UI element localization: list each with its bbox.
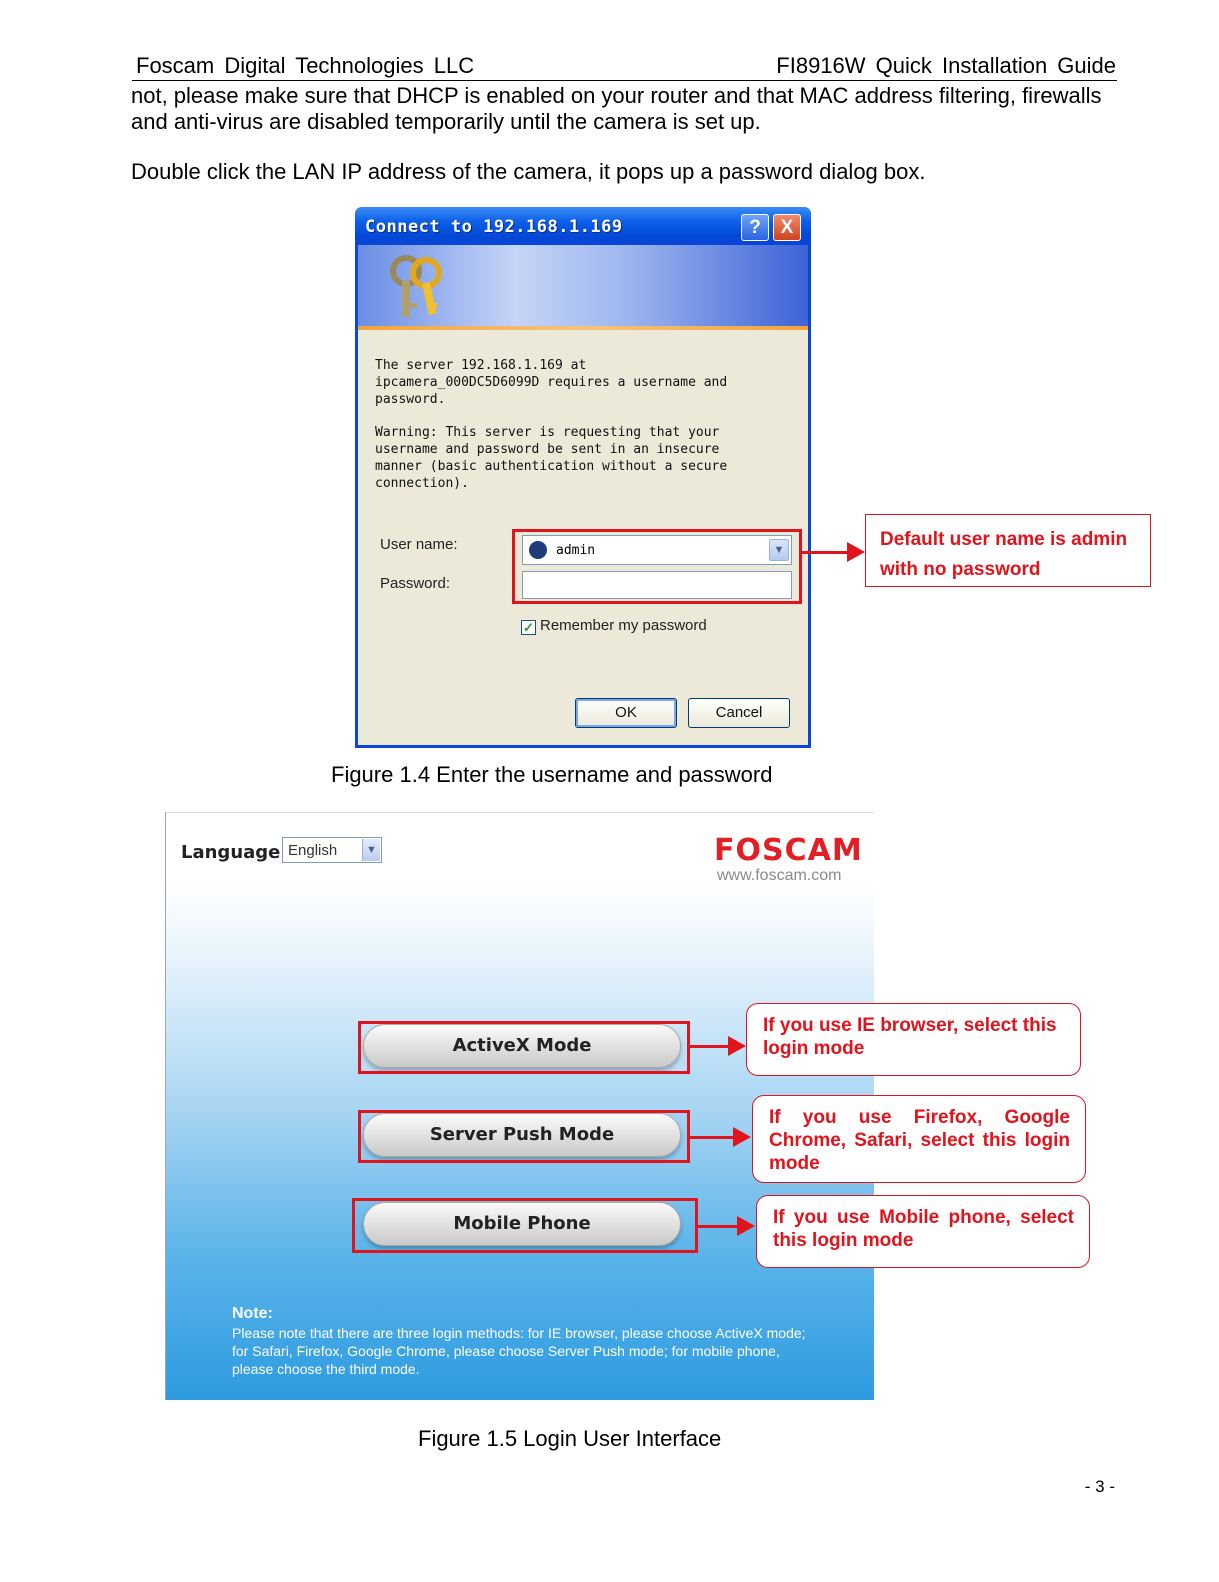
activex-highlight bbox=[358, 1021, 690, 1074]
arrow-head-icon bbox=[733, 1127, 751, 1147]
mobile-phone-button[interactable]: Mobile Phone bbox=[363, 1202, 681, 1246]
chevron-down-icon[interactable]: ▼ bbox=[362, 839, 380, 861]
password-dialog bbox=[355, 207, 811, 748]
default-credentials-callout bbox=[865, 514, 1151, 587]
password-label: Password: bbox=[380, 575, 451, 592]
username-label: User name: bbox=[380, 536, 458, 553]
checkmark-icon: ✓ bbox=[521, 620, 536, 635]
arrow-head-icon bbox=[847, 542, 865, 562]
arrow-line bbox=[690, 1136, 735, 1139]
foscam-logo: FOSCAM bbox=[714, 833, 863, 868]
activex-mode-button[interactable]: ActiveX Mode bbox=[363, 1024, 681, 1068]
callout-line-2: with no password bbox=[880, 559, 1041, 580]
dialog-title: Connect to 192.168.1.169 bbox=[365, 217, 623, 237]
mobile-callout: If you use Mobile phone, select this login mode bbox=[756, 1195, 1090, 1268]
intro-paragraph bbox=[131, 83, 1131, 135]
cancel-button[interactable]: Cancel bbox=[688, 698, 790, 728]
ok-button[interactable]: OK bbox=[575, 698, 677, 728]
note-text: Please note that there are three login methods: for IE browser, please choose ActiveX mode; for Safari, Firefox, Google Chrome, please choose Server Push mode; for mobile phone, please choose the third mode. bbox=[232, 1325, 806, 1377]
dialog-title-bar bbox=[355, 207, 811, 245]
intro-line-1: not, please make sure that DHCP is enabled on your router and that MAC address filtering, firewalls bbox=[131, 83, 1102, 108]
firefox-callout: If you use Firefox, Google Chrome, Safari, select this login mode bbox=[752, 1095, 1086, 1183]
close-button[interactable]: X bbox=[773, 214, 801, 241]
arrow-line bbox=[698, 1225, 739, 1228]
ie-callout: If you use IE browser, select this login mode bbox=[746, 1003, 1081, 1076]
server-push-mode-button[interactable]: Server Push Mode bbox=[363, 1113, 681, 1157]
dialog-banner bbox=[358, 245, 808, 329]
figure-1-5-caption: Figure 1.5 Login User Interface bbox=[418, 1426, 722, 1451]
arrow-head-icon bbox=[737, 1216, 755, 1236]
remember-label: Remember my password bbox=[540, 617, 707, 634]
instruction-paragraph: Double click the LAN IP address of the camera, it pops up a password dialog box. bbox=[131, 159, 926, 184]
language-label: Language bbox=[181, 842, 281, 863]
language-select[interactable] bbox=[282, 837, 382, 863]
page-number: - 3 - bbox=[1084, 1477, 1115, 1496]
arrow-line bbox=[799, 551, 849, 554]
mobile-highlight bbox=[352, 1198, 698, 1253]
arrow-line bbox=[690, 1045, 730, 1048]
header-guide-title: FI8916W Quick Installation Guide bbox=[776, 53, 1116, 78]
figure-1-4-caption: Figure 1.4 Enter the username and password bbox=[331, 762, 773, 787]
remember-password-checkbox[interactable] bbox=[521, 617, 707, 635]
intro-line-2: and anti-virus are disabled temporarily until the camera is set up. bbox=[131, 109, 761, 134]
note-title: Note: bbox=[232, 1305, 273, 1322]
dialog-warning: Warning: This server is requesting that your username and password be sent in an insecure manner (basic authentication without a secure connection). bbox=[375, 425, 728, 491]
callout-line-1: Default user name is admin bbox=[880, 529, 1128, 550]
header-rule bbox=[132, 80, 1117, 81]
server-push-highlight bbox=[358, 1110, 690, 1163]
language-value: English bbox=[288, 842, 338, 859]
foscam-url: www.foscam.com bbox=[717, 867, 842, 884]
credentials-highlight bbox=[512, 529, 802, 604]
username-value: admin bbox=[556, 543, 596, 558]
header-company: Foscam Digital Technologies LLC bbox=[136, 53, 475, 78]
chevron-down-icon[interactable]: ▼ bbox=[769, 539, 789, 561]
dialog-banner-strip bbox=[358, 326, 808, 330]
help-button[interactable]: ? bbox=[741, 214, 769, 241]
arrow-head-icon bbox=[728, 1036, 746, 1056]
keys-icon bbox=[384, 251, 454, 323]
dialog-message: The server 192.168.1.169 at ipcamera_000DC5D6099D requires a username and password. bbox=[375, 358, 728, 407]
